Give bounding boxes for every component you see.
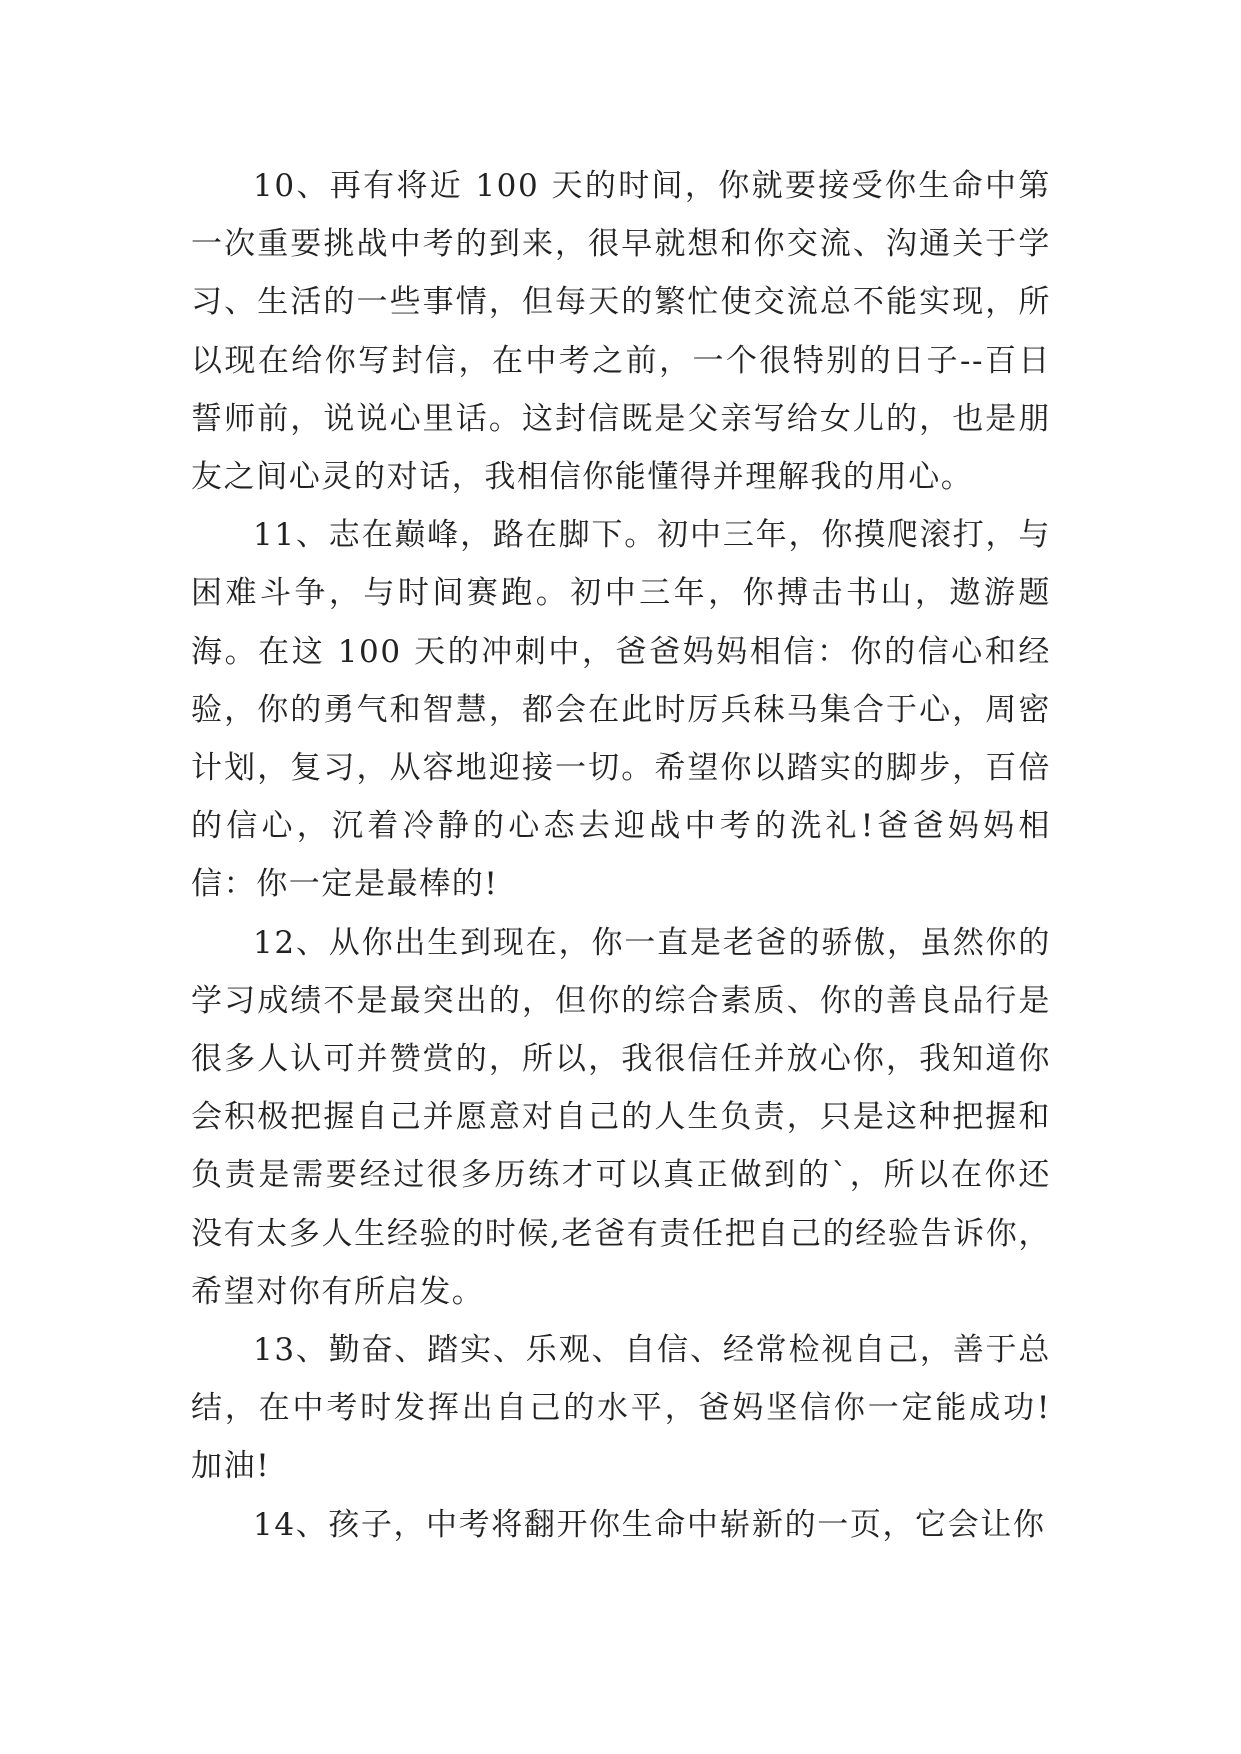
paragraph-11: 11、志在巅峰，路在脚下。初中三年，你摸爬滚打，与困难斗争，与时间赛跑。初中三年，你搏击书山，遨游题海。在这 100 天的冲刺中，爸爸妈妈相信：你的信心和经验，你的勇气和智慧，都会在此时厉兵秣马集合于心，周密计划，复习，从容地迎接一切。希望你以踏实的脚步，百倍的信心，沉着冷静的心态去迎战中考的洗礼!爸爸妈妈相信：你一定是最棒的! bbox=[191, 517, 1051, 903]
paragraph-12: 12、从你出生到现在，你一直是老爸的骄傲，虽然你的学习成绩不是最突出的，但你的综合素质、你的善良品行是很多人认可并赞赏的，所以，我很信任并放心你，我知道你会积极把握自己并愿意对自己的人生负责，只是这种把握和负责是需要经过很多历练才可以真正做到的`，所以在你还没有太多人生经验的时候,老爸有责任把自己的经验告诉你，希望对你有所启发。 bbox=[191, 924, 1051, 1310]
paragraph-10: 10、再有将近 100 天的时间，你就要接受你生命中第一次重要挑战中考的到来，很早就想和你交流、沟通关于学习、生活的一些事情，但每天的繁忙使交流总不能实现，所以现在给你写封信，在中考之前，一个很特别的日子--百日誓师前，说说心里话。这封信既是父亲写给女儿的，也是朋友之间心灵的对话，我相信你能懂得并理解我的用心。 bbox=[191, 168, 1051, 496]
document-body bbox=[191, 157, 1051, 1554]
paragraph-14: 14、孩子，中考将翻开你生命中崭新的一页，它会让你 bbox=[253, 1506, 1046, 1543]
paragraph-13: 13、勤奋、踏实、乐观、自信、经常检视自己，善于总结，在中考时发挥出自己的水平，爸妈坚信你一定能成功!加油! bbox=[191, 1332, 1051, 1485]
